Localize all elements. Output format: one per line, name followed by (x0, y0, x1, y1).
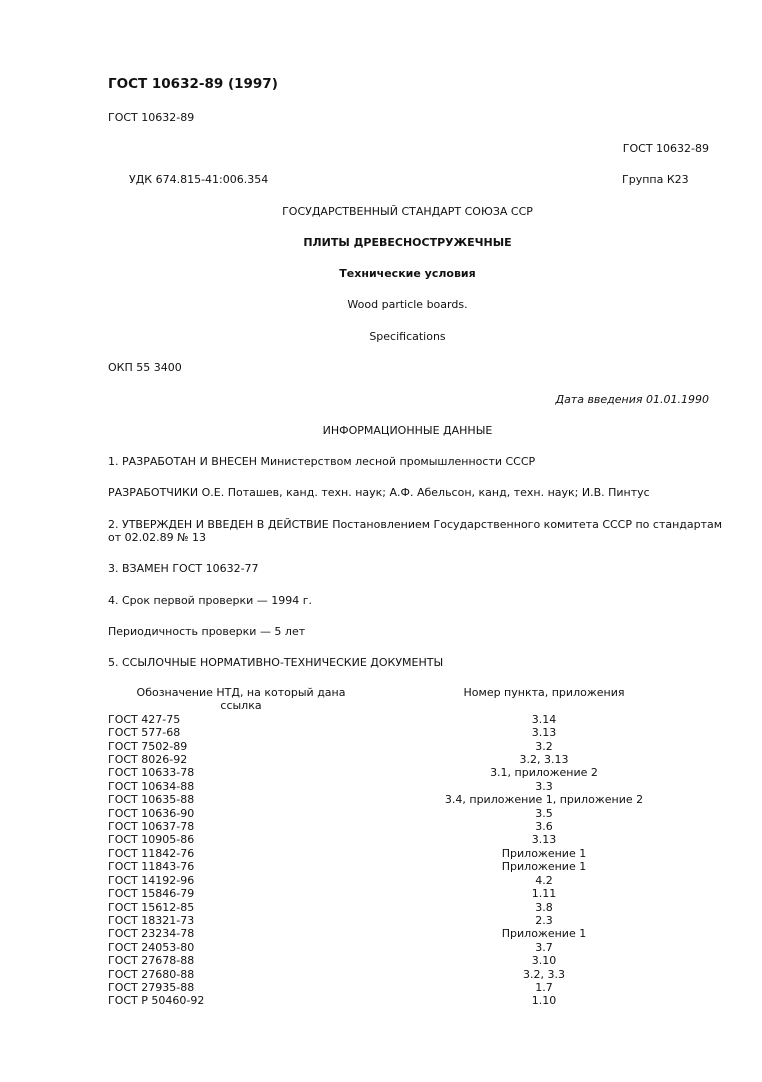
clause-number: Приложение 1 (501, 927, 587, 941)
table-row (108, 914, 714, 927)
table-row (108, 726, 714, 739)
document-title: ГОСТ 10632-89 (1997) (108, 76, 278, 92)
clause-number: 3.7 (535, 940, 553, 954)
technical-conditions: Технические условия (339, 267, 476, 280)
document-designation: ГОСТ 24053-80 (108, 940, 195, 954)
document-designation: ГОСТ 427-75 (108, 712, 181, 726)
table-row (108, 780, 714, 793)
table-row (108, 860, 714, 873)
table-row (108, 766, 714, 779)
document-designation: ГОСТ 27680-88 (108, 967, 195, 981)
document-designation: ГОСТ 8026-92 (108, 753, 188, 767)
table-row (108, 981, 714, 994)
clause-number: Приложение 1 (501, 860, 587, 874)
document-designation: ГОСТ Р 50460-92 (108, 994, 205, 1008)
table-row (108, 901, 714, 914)
clause-number: 3.5 (535, 806, 553, 820)
table-row (108, 941, 714, 954)
document-designation: ГОСТ 10633-78 (108, 766, 195, 780)
clause-number: 3.13 (531, 833, 557, 847)
document-designation: ГОСТ 14192-96 (108, 873, 195, 887)
item-references-heading: 5. ССЫЛОЧНЫЕ НОРМАТИВНО-ТЕХНИЧЕСКИЕ ДОКУМЕНТЫ (108, 656, 444, 669)
document-designation: ГОСТ 10635-88 (108, 793, 195, 807)
document-designation: ГОСТ 11842-76 (108, 846, 195, 860)
item-developed: 1. РАЗРАБОТАН И ВНЕСЕН Министерством лесной промышленности СССР (108, 455, 536, 468)
clause-number: 3.2, 3.13 (519, 753, 569, 767)
table-row (108, 820, 714, 833)
item-developers: РАЗРАБОТЧИКИ О.Е. Поташев, канд. техн. наук; А.Ф. Абельсон, канд, техн. наук; И.В. Пинтус (108, 486, 650, 499)
document-designation: ГОСТ 18321-73 (108, 913, 195, 927)
item-first-check: 4. Срок первой проверки — 1994 г. (108, 594, 313, 607)
document-designation: ГОСТ 10634-88 (108, 779, 195, 793)
document-subtitle: ГОСТ 10632-89 (108, 111, 195, 124)
okp-code: ОКП 55 3400 (108, 361, 182, 374)
table-row (108, 740, 714, 753)
document-designation: ГОСТ 15612-85 (108, 900, 195, 914)
table-row (108, 968, 714, 981)
document-designation: ГОСТ 10636-90 (108, 806, 195, 820)
state-standard-heading: ГОСУДАРСТВЕННЫЙ СТАНДАРТ СОЮЗА ССР (282, 205, 533, 218)
item-periodicity: Периодичность проверки — 5 лет (108, 625, 306, 638)
english-subtitle: Specifications (369, 330, 446, 343)
table-row (108, 753, 714, 766)
english-title: Wood particle boards. (347, 298, 468, 311)
clause-number: 3.14 (531, 712, 557, 726)
product-title: ПЛИТЫ ДРЕВЕСНОСТРУЖЕЧНЫЕ (303, 236, 512, 249)
clause-number: 3.8 (535, 900, 553, 914)
clause-number: 3.1, приложение 2 (490, 766, 598, 780)
table-row (108, 833, 714, 846)
document-designation: ГОСТ 15846-79 (108, 887, 195, 901)
clause-number: 3.6 (535, 820, 553, 834)
clause-number: 1.11 (531, 887, 557, 901)
table-row (108, 713, 714, 726)
table-row (108, 887, 714, 900)
header-clause-number: Номер пункта, приложения (463, 686, 625, 699)
udk-code: УДК 674.815-41:006.354 (129, 173, 269, 186)
item-approved-line1: 2. УТВЕРЖДЕН И ВВЕДЕН В ДЕЙСТВИЕ Постановлением Государственного комитета СССР по стандартам (108, 518, 723, 531)
clause-number: 3.2 (535, 739, 553, 753)
document-designation: ГОСТ 10637-78 (108, 820, 195, 834)
item-replaces: 3. ВЗАМЕН ГОСТ 10632-77 (108, 562, 259, 575)
document-designation: ГОСТ 7502-89 (108, 739, 188, 753)
clause-number: Приложение 1 (501, 846, 587, 860)
document-designation: ГОСТ 27678-88 (108, 954, 195, 968)
clause-number: 1.7 (535, 980, 553, 994)
info-heading: ИНФОРМАЦИОННЫЕ ДАННЫЕ (322, 424, 493, 437)
introduction-date: Дата введения 01.01.1990 (555, 393, 709, 406)
document-designation: ГОСТ 27935-88 (108, 980, 195, 994)
clause-number: 3.4, приложение 1, приложение 2 (444, 793, 644, 807)
table-row (108, 954, 714, 967)
references-table (108, 686, 714, 1008)
document-designation: ГОСТ 11843-76 (108, 860, 195, 874)
table-row (108, 927, 714, 940)
table-row (108, 807, 714, 820)
document-designation: ГОСТ 10905-86 (108, 833, 195, 847)
clause-number: 3.13 (531, 726, 557, 740)
references-table-header (108, 686, 714, 713)
document-designation: ГОСТ 23234-78 (108, 927, 195, 941)
item-approved-line2: от 02.02.89 № 13 (108, 531, 207, 544)
table-row (108, 847, 714, 860)
table-row (108, 874, 714, 887)
group-code: Группа К23 (622, 173, 689, 186)
table-row (108, 994, 714, 1007)
clause-number: 1.10 (531, 994, 557, 1008)
clause-number: 3.2, 3.3 (523, 967, 565, 981)
clause-number: 3.10 (531, 954, 557, 968)
header-document-designation: Обозначение НТД, на который дана ссылка (136, 686, 346, 713)
clause-number: 2.3 (535, 913, 553, 927)
clause-number: 3.3 (535, 779, 553, 793)
header-standard-number: ГОСТ 10632-89 (622, 142, 709, 155)
table-row (108, 793, 714, 806)
document-designation: ГОСТ 577-68 (108, 726, 181, 740)
clause-number: 4.2 (535, 873, 553, 887)
